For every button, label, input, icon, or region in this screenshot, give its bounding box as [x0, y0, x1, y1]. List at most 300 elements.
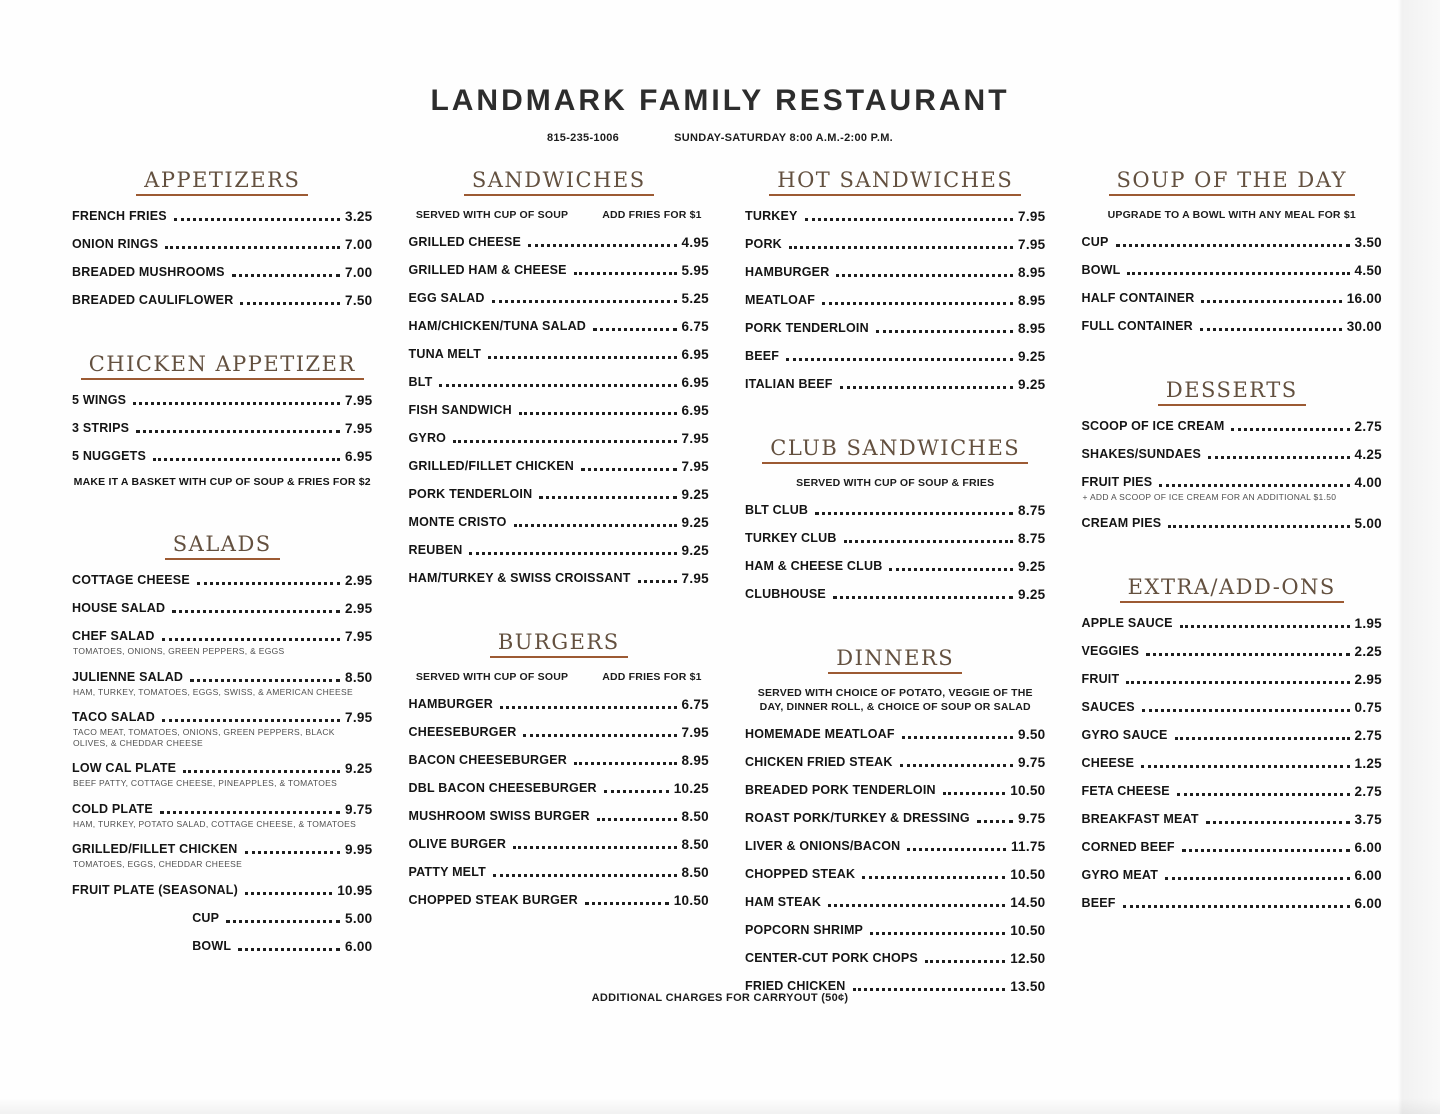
item-name: TACO SALAD — [72, 710, 156, 724]
dots-leader — [153, 458, 340, 461]
menu-item-row — [745, 237, 1046, 252]
item-price: 7.00 — [345, 265, 373, 280]
dots-leader — [1142, 709, 1350, 712]
item-name: MUSHROOM SWISS BURGER — [408, 809, 590, 823]
dots-leader — [1201, 300, 1341, 303]
menu-item-row — [1082, 516, 1383, 531]
dots-leader — [500, 706, 677, 709]
item-price: 10.25 — [673, 781, 709, 796]
menu-item-row — [72, 670, 373, 685]
section-head — [72, 168, 373, 196]
item-name: EGG SALAD — [408, 291, 485, 305]
item-name: CLUBHOUSE — [745, 587, 826, 601]
item-price: 11.75 — [1010, 839, 1046, 854]
section-footnote: MAKE IT A BASKET WITH CUP OF SOUP & FRIES FOR $2 — [73, 476, 371, 488]
dots-leader — [1182, 849, 1350, 852]
item-price: 6.95 — [681, 347, 709, 362]
item-price: 7.95 — [345, 629, 373, 644]
section-head — [409, 630, 710, 658]
section-subtitle-text: ADD FRIES FOR $1 — [602, 671, 702, 683]
item-price: 6.75 — [681, 697, 709, 712]
dots-leader — [977, 820, 1013, 823]
menu-item-row — [409, 235, 710, 250]
menu-item-row — [409, 515, 710, 530]
item-price: 9.25 — [345, 761, 373, 776]
item-price: 2.95 — [345, 573, 373, 588]
menu-item-row — [1082, 896, 1383, 911]
item-price: 3.25 — [345, 209, 373, 224]
item-name: JULIENNE SALAD — [72, 669, 184, 684]
item-price: 6.00 — [1354, 895, 1382, 911]
menu-item-row — [409, 459, 710, 474]
dots-leader — [1127, 272, 1349, 275]
menu-item-row — [1082, 291, 1383, 306]
item-name: BEEF — [745, 349, 780, 363]
menu-footer-note: ADDITIONAL CHARGES FOR CARRYOUT (50¢) — [591, 992, 849, 1004]
item-name: HAMBURGER — [408, 697, 493, 711]
menu-item-row — [72, 449, 373, 464]
item-name: MEATLOAF — [745, 293, 816, 307]
item-price: 5.25 — [681, 291, 709, 306]
menu-item-row — [1082, 700, 1383, 715]
menu-section — [1082, 575, 1383, 911]
menu-item-row — [72, 629, 373, 644]
dots-leader — [1177, 793, 1350, 796]
item-description: TOMATOES, EGGS, CHEDDAR CHEESE — [73, 859, 243, 869]
section-head — [745, 436, 1046, 464]
section-head — [72, 352, 373, 380]
menu-section — [409, 630, 710, 908]
item-name: FULL CONTAINER — [1081, 319, 1193, 333]
item-price: 9.25 — [681, 487, 709, 502]
menu-item-row — [72, 209, 373, 224]
menu-item-row — [745, 951, 1046, 966]
item-price: 4.00 — [1354, 475, 1382, 490]
item-name: COLD PLATE — [72, 801, 153, 816]
menu-item-row — [72, 237, 373, 252]
item-name: CORNED BEEF — [1081, 839, 1175, 854]
item-name: FRUIT — [1081, 671, 1120, 686]
item-name: COTTAGE CHEESE — [72, 573, 190, 587]
item-name: TUNA MELT — [408, 347, 482, 361]
item-name: TURKEY CLUB — [745, 531, 837, 545]
item-price: 7.95 — [1018, 209, 1046, 224]
item-price: 7.95 — [681, 431, 709, 446]
dots-leader — [1180, 625, 1350, 628]
menu-section — [745, 436, 1046, 602]
menu-item-row — [409, 347, 710, 362]
item-name: GRILLED CHEESE — [408, 235, 522, 249]
item-name: GYRO SAUCE — [1081, 727, 1168, 742]
section-title: CHICKEN APPETIZER — [81, 352, 364, 380]
menu-header — [0, 84, 1440, 144]
dots-leader — [574, 762, 677, 765]
menu-item-row — [192, 939, 372, 954]
menu-item-row — [745, 783, 1046, 798]
menu-item-row — [409, 781, 710, 796]
item-price: 6.95 — [681, 375, 709, 390]
item-name: SAUCES — [1081, 699, 1135, 714]
item-name: SCOOP OF ICE CREAM — [1081, 419, 1225, 433]
item-price: 6.00 — [1354, 839, 1382, 855]
item-name: ITALIAN BEEF — [745, 377, 833, 391]
section-head — [1082, 168, 1383, 196]
item-price: 2.75 — [1354, 727, 1382, 743]
item-price: 7.95 — [345, 421, 373, 436]
item-price: 8.95 — [1018, 321, 1046, 336]
menu-item-row — [409, 865, 710, 880]
menu-item-row — [409, 893, 710, 908]
dots-leader — [1159, 484, 1349, 487]
item-name: GRILLED/FILLET CHICKEN — [72, 842, 238, 856]
item-name: BLT — [408, 375, 433, 389]
dots-leader — [492, 300, 677, 303]
item-description: BEEF PATTY, COTTAGE CHEESE, PINEAPPLES, & TOMATOES — [73, 778, 338, 788]
dots-leader — [900, 764, 1013, 767]
item-price: 7.95 — [345, 710, 373, 725]
item-price: 2.95 — [345, 601, 373, 616]
item-price: 9.50 — [1018, 727, 1046, 742]
item-price: 6.95 — [681, 403, 709, 418]
menu-item-row — [72, 710, 373, 725]
menu-item-row — [409, 291, 710, 306]
menu-item-row — [1082, 263, 1383, 278]
menu-item-row — [745, 727, 1046, 742]
phone-number: 815-235-1006 — [546, 132, 620, 144]
item-price: 14.50 — [1010, 895, 1046, 910]
menu-section — [1082, 378, 1383, 531]
restaurant-title: LANDMARK FAMILY RESTAURANT — [430, 84, 1010, 117]
item-price: 4.25 — [1354, 447, 1382, 462]
dots-leader — [513, 846, 676, 849]
item-price: 8.95 — [1018, 293, 1046, 308]
menu-item-row — [1082, 840, 1383, 855]
item-name: PATTY MELT — [408, 865, 486, 879]
section-title: BURGERS — [490, 630, 628, 658]
section-title: SANDWICHES — [464, 168, 654, 196]
item-name: PORK TENDERLOIN — [745, 321, 869, 335]
menu-item-row — [409, 263, 710, 278]
item-name: BREADED PORK TENDERLOIN — [745, 783, 936, 797]
dots-leader — [822, 302, 1013, 305]
menu-item-row — [745, 559, 1046, 574]
menu-section — [1082, 168, 1383, 334]
menu-item-row — [745, 923, 1046, 938]
menu-item-row — [72, 393, 373, 408]
dots-leader — [245, 851, 341, 854]
dots-leader — [902, 736, 1013, 739]
item-price: 9.25 — [1018, 349, 1046, 364]
item-price: 9.75 — [345, 801, 373, 817]
dots-leader — [574, 272, 677, 275]
section-head — [1082, 575, 1383, 603]
dots-leader — [232, 274, 340, 277]
item-name: 5 WINGS — [72, 393, 127, 407]
item-name: GRILLED HAM & CHEESE — [408, 263, 567, 277]
dots-leader — [539, 496, 676, 499]
item-price: 6.00 — [345, 938, 373, 954]
dots-leader — [889, 568, 1013, 571]
menu-item-row — [745, 377, 1046, 392]
item-name: BOWL — [192, 938, 232, 953]
item-name: 3 STRIPS — [72, 421, 130, 435]
dots-leader — [833, 596, 1013, 599]
item-name: BLT CLUB — [745, 503, 809, 517]
item-name: ONION RINGS — [72, 237, 159, 251]
section-head — [745, 646, 1046, 674]
dots-leader — [1175, 737, 1350, 740]
item-name: HAM/CHICKEN/TUNA SALAD — [408, 319, 587, 333]
dots-leader — [488, 356, 676, 359]
menu-item-row — [1082, 319, 1383, 334]
menu-item-row — [72, 293, 373, 308]
item-price: 6.00 — [1354, 867, 1382, 883]
dots-leader — [133, 402, 340, 405]
item-price: 7.95 — [345, 393, 373, 408]
dots-leader — [1123, 905, 1350, 908]
item-price: 2.75 — [1354, 783, 1382, 799]
item-price: 8.95 — [681, 753, 709, 768]
item-name: BACON CHEESEBURGER — [408, 753, 567, 767]
menu-item-row — [72, 601, 373, 616]
dots-leader — [786, 358, 1013, 361]
dots-leader — [523, 734, 676, 737]
item-price: 7.00 — [345, 237, 373, 252]
menu-item-row — [409, 487, 710, 502]
section-subtitle-text: SERVED WITH CUP OF SOUP — [415, 209, 569, 221]
item-name: DBL BACON CHEESEBURGER — [408, 781, 597, 795]
dots-leader — [1116, 244, 1350, 247]
item-name: REUBEN — [408, 543, 463, 557]
section-title: DINNERS — [828, 646, 962, 674]
dots-leader — [597, 818, 677, 821]
item-price: 0.75 — [1354, 699, 1382, 715]
menu-item-row — [72, 883, 373, 898]
dots-leader — [1168, 525, 1349, 528]
dots-leader — [226, 920, 340, 923]
menu-item-row — [409, 375, 710, 390]
item-name: HAM & CHEESE CLUB — [745, 559, 883, 573]
header-subline — [0, 132, 1440, 144]
item-price: 6.95 — [345, 449, 373, 464]
item-price: 10.50 — [673, 893, 709, 908]
item-name: CENTER-CUT PORK CHOPS — [745, 951, 918, 965]
item-price: 2.75 — [1354, 419, 1382, 434]
item-price: 2.95 — [1354, 671, 1382, 687]
item-price: 1.95 — [1354, 615, 1382, 631]
item-name: FRUIT PIES — [1081, 475, 1153, 489]
menu-item-row — [1082, 812, 1383, 827]
item-name: BEEF — [1081, 895, 1116, 910]
menu-item-row — [409, 571, 710, 586]
item-name: OLIVE BURGER — [408, 837, 507, 851]
menu-item-row — [745, 895, 1046, 910]
menu-item-row — [409, 431, 710, 446]
dots-leader — [136, 430, 340, 433]
hours-text: SUNDAY-SATURDAY 8:00 A.M.-2:00 P.M. — [674, 132, 894, 144]
item-name: PORK — [745, 237, 782, 251]
item-price: 30.00 — [1346, 319, 1382, 334]
section-title: CLUB SANDWICHES — [762, 436, 1028, 464]
item-price: 9.95 — [345, 842, 373, 857]
item-price: 8.95 — [1018, 265, 1046, 280]
dots-leader — [943, 792, 1005, 795]
menu-item-row — [409, 403, 710, 418]
section-title: EXTRA/ADD-ONS — [1120, 575, 1344, 603]
menu-item-row — [1082, 784, 1383, 799]
section-subtitle — [415, 670, 704, 684]
dots-leader — [925, 960, 1005, 963]
menu-item-row — [1082, 419, 1383, 434]
menu-column-2 — [409, 168, 710, 908]
menu-item-row — [1082, 672, 1383, 687]
item-price: 3.75 — [1354, 811, 1382, 827]
item-price: 9.25 — [681, 543, 709, 558]
menu-item-row — [409, 543, 710, 558]
menu-item-row — [1082, 235, 1383, 250]
menu-item-row — [1082, 756, 1383, 771]
dots-leader — [840, 386, 1013, 389]
dots-leader — [815, 512, 1013, 515]
item-price: 8.50 — [345, 669, 373, 685]
dots-leader — [581, 468, 677, 471]
section-title: HOT SANDWICHES — [769, 168, 1021, 196]
dots-leader — [876, 330, 1013, 333]
item-name: CHICKEN FRIED STEAK — [745, 755, 893, 769]
item-name: HAM/TURKEY & SWISS CROISSANT — [408, 571, 631, 585]
item-name: GRILLED/FILLET CHICKEN — [408, 459, 575, 473]
section-subtitle — [751, 686, 1040, 714]
dots-leader — [844, 540, 1013, 543]
dots-leader — [519, 412, 677, 415]
menu-item-row — [1082, 475, 1383, 490]
item-name: HAM STEAK — [745, 895, 822, 909]
item-name: FRIED CHICKEN — [745, 979, 846, 993]
menu-item-row — [72, 421, 373, 436]
item-price: 4.50 — [1354, 263, 1382, 278]
item-price: 10.95 — [337, 882, 373, 898]
item-price: 9.75 — [1018, 811, 1046, 826]
item-name: CHEESE — [1081, 755, 1135, 770]
item-name: FETA CHEESE — [1081, 783, 1170, 798]
section-subtitle — [751, 476, 1040, 490]
item-name: POPCORN SHRIMP — [745, 923, 864, 937]
menu-item-row — [745, 867, 1046, 882]
item-name: CHOPPED STEAK — [745, 867, 856, 881]
menu-item-row — [409, 753, 710, 768]
dots-leader — [805, 218, 1013, 221]
item-price: 7.95 — [681, 459, 709, 474]
menu-item-row — [745, 349, 1046, 364]
dots-leader — [514, 524, 677, 527]
section-head — [409, 168, 710, 196]
section-subtitle-text: SERVED WITH CUP OF SOUP & FRIES — [796, 477, 995, 489]
menu-item-row — [192, 911, 372, 926]
item-name: APPLE SAUCE — [1081, 615, 1173, 630]
item-price: 9.25 — [1018, 377, 1046, 392]
menu-item-row — [1082, 728, 1383, 743]
item-price: 10.50 — [1010, 923, 1046, 938]
dots-leader — [593, 328, 676, 331]
item-name: GYRO MEAT — [1081, 867, 1159, 882]
item-price: 7.95 — [1018, 237, 1046, 252]
item-price: 8.75 — [1018, 503, 1046, 518]
menu-column-3 — [745, 168, 1046, 994]
item-name: MONTE CRISTO — [408, 515, 507, 529]
item-name: ROAST PORK/TURKEY & DRESSING — [745, 811, 970, 825]
menu-column-1 — [72, 168, 373, 954]
item-price: 10.50 — [1010, 867, 1046, 882]
item-price: 8.75 — [1018, 531, 1046, 546]
section-head — [745, 168, 1046, 196]
dots-leader — [453, 440, 676, 443]
section-subtitle-text: ADD FRIES FOR $1 — [602, 209, 702, 221]
item-price: 16.00 — [1346, 291, 1382, 306]
section-subtitle-text: SERVED WITH CUP OF SOUP — [415, 671, 569, 683]
item-price: 2.25 — [1354, 643, 1382, 659]
menu-item-row — [745, 293, 1046, 308]
item-name: CHEESEBURGER — [408, 725, 517, 739]
item-price: 3.50 — [1354, 235, 1382, 250]
dots-leader — [183, 770, 340, 773]
dots-leader — [1231, 428, 1349, 431]
menu-item-row — [745, 503, 1046, 518]
item-price: 5.00 — [1354, 515, 1382, 531]
section-subtitle-text: SERVED WITH CHOICE OF POTATO, VEGGIE OF THE DAY, DINNER ROLL, & CHOICE OF SOUP OR SALAD — [757, 687, 1033, 713]
dots-leader — [604, 790, 669, 793]
item-name: CUP — [192, 910, 220, 925]
menu-section — [72, 352, 373, 488]
menu-item-row — [72, 265, 373, 280]
item-name: TURKEY — [745, 209, 798, 223]
menu-item-row — [72, 761, 373, 776]
section-title: SALADS — [165, 532, 280, 560]
item-name: BREADED CAULIFLOWER — [72, 293, 234, 307]
dots-leader — [789, 246, 1013, 249]
dots-leader — [870, 932, 1005, 935]
dots-leader — [1208, 456, 1350, 459]
menu-item-row — [72, 802, 373, 817]
dots-leader — [1165, 877, 1349, 880]
item-description: + ADD A SCOOP OF ICE CREAM FOR AN ADDITIONAL $1.50 — [1082, 492, 1337, 502]
menu-grid — [72, 168, 1382, 994]
item-name: BOWL — [1081, 263, 1121, 277]
item-name: FRENCH FRIES — [72, 209, 167, 223]
item-name: LOW CAL PLATE — [72, 761, 177, 775]
dots-leader — [172, 610, 340, 613]
dots-leader — [240, 302, 340, 305]
dots-leader — [1141, 765, 1349, 768]
item-name: HOUSE SALAD — [72, 601, 166, 615]
item-price: 12.50 — [1010, 951, 1046, 966]
item-name: HAMBURGER — [745, 265, 830, 279]
menu-item-row — [72, 842, 373, 857]
dots-leader — [836, 274, 1013, 277]
item-price: 9.75 — [1018, 755, 1046, 770]
dots-leader — [1206, 821, 1350, 824]
item-price: 1.25 — [1354, 755, 1382, 771]
item-price: 8.50 — [681, 837, 709, 852]
item-name: BREADED MUSHROOMS — [72, 265, 225, 279]
item-description: HAM, TURKEY, POTATO SALAD, COTTAGE CHEESE, & TOMATOES — [73, 818, 357, 829]
item-name: 5 NUGGETS — [72, 449, 147, 463]
dots-leader — [160, 811, 340, 814]
dots-leader — [1146, 653, 1349, 656]
menu-item-row — [745, 587, 1046, 602]
dots-leader — [162, 638, 340, 641]
item-price: 7.95 — [681, 571, 709, 586]
menu-item-row — [1082, 644, 1383, 659]
